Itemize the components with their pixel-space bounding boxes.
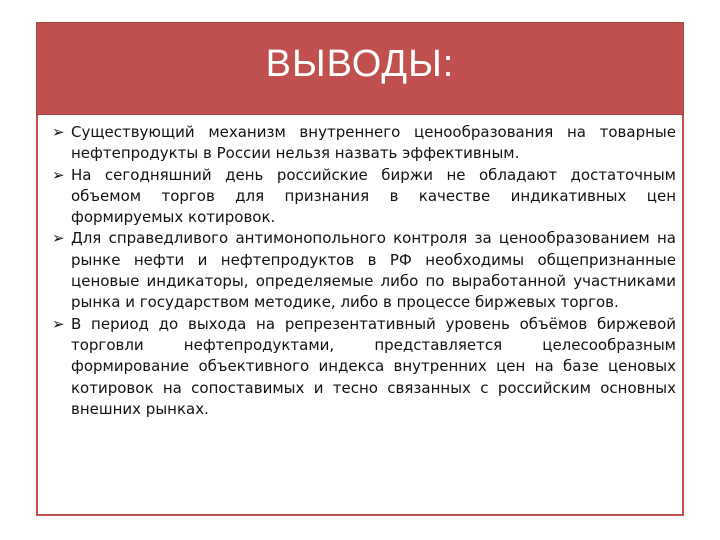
arrow-right-icon: ➢ — [52, 165, 65, 184]
content-box — [36, 115, 684, 516]
bullet-list — [52, 122, 676, 420]
slide-title: ВЫВОДЫ: — [265, 43, 455, 85]
bullet-text: Для справедливого антимонопольного контроля за ценообразованием на рынке нефти и нефтепродуктов в РФ необходимы общепризнанные ценовые индикаторы, определяемые либо по выработанной участниками рынка и государством методике, либо в процессе биржевых торгов. — [71, 229, 676, 312]
arrow-right-icon: ➢ — [52, 314, 65, 333]
bullet-text: На сегодняшний день российские биржи не обладают достаточным объемом торгов для признания в качестве индикативных цен формируемых котировок. — [71, 165, 676, 227]
bullet-text: В период до выхода на репрезентативный уровень объёмов биржевой торговли нефтепродуктами, представляется целесообразным формирование объективного индекса внутренних цен на базе ценовых котировок на сопоставимых и тесно связанных с российским основных внешних рынках. — [71, 314, 676, 418]
title-bar — [36, 22, 684, 115]
bullet-item — [52, 314, 676, 420]
bullet-item — [52, 122, 676, 165]
bullet-text: Существующий механизм внутреннего ценообразования на товарные нефтепродукты в России нельзя назвать эффективным. — [71, 123, 676, 163]
bullet-item — [52, 228, 676, 313]
arrow-right-icon: ➢ — [52, 229, 65, 248]
bullet-item — [52, 165, 676, 229]
arrow-right-icon: ➢ — [52, 123, 65, 141]
